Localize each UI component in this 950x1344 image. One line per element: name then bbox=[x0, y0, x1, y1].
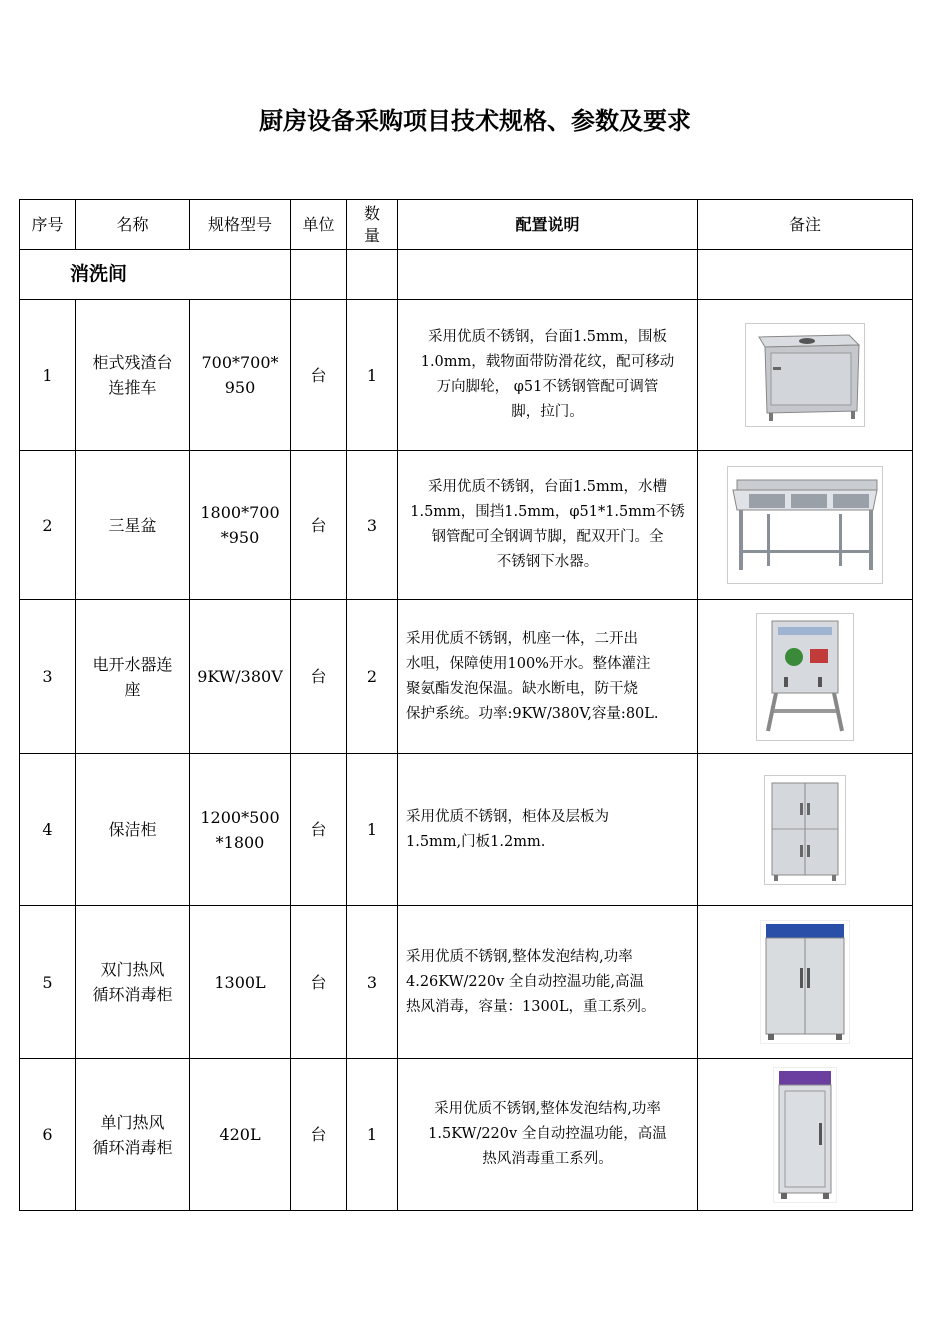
row-seq: 4 bbox=[20, 754, 76, 906]
row-unit: 台 bbox=[291, 906, 347, 1059]
row-unit: 台 bbox=[291, 1059, 347, 1211]
row-spec: 9KW/380V bbox=[190, 600, 291, 754]
row-spec: 700*700* 950 bbox=[190, 300, 291, 451]
table-row bbox=[20, 906, 913, 1059]
residue-cabinet-cart-photo bbox=[745, 323, 865, 427]
row-unit: 台 bbox=[291, 451, 347, 600]
section-title: 消洗间 bbox=[20, 250, 291, 300]
row-seq: 3 bbox=[20, 600, 76, 754]
row-unit: 台 bbox=[291, 600, 347, 754]
header-row bbox=[20, 200, 913, 250]
double-door-disinfection-cabinet-photo bbox=[760, 920, 850, 1044]
header-remark: 备注 bbox=[698, 200, 913, 250]
row-spec: 1300L bbox=[190, 906, 291, 1059]
triple-sink-photo bbox=[727, 466, 883, 584]
header-spec: 规格型号 bbox=[190, 200, 291, 250]
table-row bbox=[20, 300, 913, 451]
row-seq: 6 bbox=[20, 1059, 76, 1211]
table-row bbox=[20, 754, 913, 906]
row-remark bbox=[698, 451, 913, 600]
row-qty: 2 bbox=[347, 600, 398, 754]
header-qty-line2: 量 bbox=[363, 225, 380, 245]
row-remark bbox=[698, 300, 913, 451]
row-name: 电开水器连 座 bbox=[76, 600, 190, 754]
header-qty bbox=[347, 200, 398, 250]
row-unit: 台 bbox=[291, 300, 347, 451]
row-desc: 采用优质不锈钢，柜体及层板为 1.5mm,门板1.2mm. bbox=[398, 754, 698, 906]
row-spec: 420L bbox=[190, 1059, 291, 1211]
header-seq: 序号 bbox=[20, 200, 76, 250]
row-qty: 3 bbox=[347, 451, 398, 600]
row-desc: 采用优质不锈钢，机座一体，二开出 水咀，保障使用100%开水。整体灌注 聚氨酯发泡保温。缺水断电，防干烧 保护系统。功率:9KW/380V,容量:80L. bbox=[398, 600, 698, 754]
table-row bbox=[20, 451, 913, 600]
cleaning-cabinet-photo bbox=[764, 775, 846, 885]
row-seq: 5 bbox=[20, 906, 76, 1059]
row-qty: 1 bbox=[347, 300, 398, 451]
single-door-disinfection-cabinet-photo bbox=[773, 1067, 837, 1203]
row-unit: 台 bbox=[291, 754, 347, 906]
row-remark bbox=[698, 1059, 913, 1211]
row-name: 保洁柜 bbox=[76, 754, 190, 906]
header-unit: 单位 bbox=[291, 200, 347, 250]
spec-table bbox=[19, 199, 913, 1211]
row-qty: 1 bbox=[347, 754, 398, 906]
table-row bbox=[20, 600, 913, 754]
row-seq: 1 bbox=[20, 300, 76, 451]
row-remark bbox=[698, 906, 913, 1059]
water-boiler-photo bbox=[756, 613, 854, 741]
row-desc: 采用优质不锈钢，台面1.5mm，水槽 1.5mm，围挡1.5mm，φ51*1.5mm不锈 钢管配可全钢调节脚，配双开门。全 不锈钢下水器。 bbox=[398, 451, 698, 600]
row-remark bbox=[698, 600, 913, 754]
row-name: 单门热风 循环消毒柜 bbox=[76, 1059, 190, 1211]
header-qty-line1: 数 bbox=[363, 203, 380, 223]
row-seq: 2 bbox=[20, 451, 76, 600]
row-desc: 采用优质不锈钢，台面1.5mm，围板 1.0mm，载物面带防滑花纹，配可移动 万向脚轮， φ51不锈钢管配可调管 脚，拉门。 bbox=[398, 300, 698, 451]
document-title: 厨房设备采购项目技术规格、参数及要求 bbox=[259, 107, 691, 135]
row-desc: 采用优质不锈钢,整体发泡结构,功率 4.26KW/220v 全自动控温功能,高温 热风消毒，容量：1300L，重工系列。 bbox=[398, 906, 698, 1059]
table-row bbox=[20, 1059, 913, 1211]
row-name: 柜式残渣台 连推车 bbox=[76, 300, 190, 451]
row-desc: 采用优质不锈钢,整体发泡结构,功率 1.5KW/220v 全自动控温功能，高温 热风消毒重工系列。 bbox=[398, 1059, 698, 1211]
row-remark bbox=[698, 754, 913, 906]
row-spec: 1800*700 *950 bbox=[190, 451, 291, 600]
row-spec: 1200*500 *1800 bbox=[190, 754, 291, 906]
row-qty: 1 bbox=[347, 1059, 398, 1211]
row-name: 双门热风 循环消毒柜 bbox=[76, 906, 190, 1059]
row-qty: 3 bbox=[347, 906, 398, 1059]
header-config: 配置说明 bbox=[398, 200, 698, 250]
header-name: 名称 bbox=[76, 200, 190, 250]
row-name: 三星盆 bbox=[76, 451, 190, 600]
section-row bbox=[20, 250, 913, 300]
